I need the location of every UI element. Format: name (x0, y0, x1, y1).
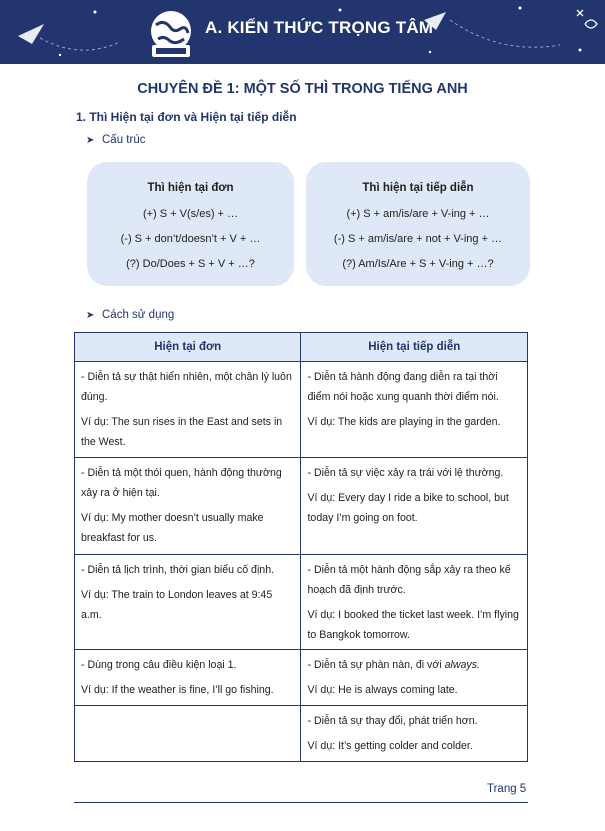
table-cell (301, 458, 528, 555)
chapter-title: CHUYÊN ĐỀ 1: MỘT SỐ THÌ TRONG TIẾNG ANH (137, 81, 468, 97)
usage-example: Ví dụ: If the weather is fine, I’ll go fishing. (81, 684, 274, 696)
structure-line-negative: (-) S + am/is/are + not + V-ing + … (333, 233, 503, 245)
structure-line-affirmative: (+) S + am/is/are + V-ing + … (346, 208, 490, 220)
table-row (75, 706, 528, 762)
structure-line-negative: (-) S + don’t/doesn’t + V + … (120, 233, 261, 245)
structure-line-question: (?) Do/Does + S + V + …? (126, 258, 255, 270)
footer-divider (74, 802, 528, 803)
usage-description: - Diễn tả sự thật hiển nhiên, một chân lý luôn đúng. (81, 371, 292, 403)
usage-description: - Diễn tả một thói quen, hành động thường xảy ra ở hiện tại. (81, 467, 282, 499)
table-cell-empty (75, 706, 301, 762)
table-cell (75, 458, 301, 555)
structure-box-present-simple (87, 162, 294, 286)
usage-description: - Diễn tả sự việc xảy ra trái với lệ thường. (307, 467, 504, 479)
usage-description: - Diễn tả hành động đang diễn ra tại thời điểm nói hoặc xung quanh thời điểm nói. (307, 371, 499, 403)
structure-box-title: Thì hiện tại tiếp diễn (362, 182, 474, 194)
column-header-present-simple: Hiện tại đơn (75, 333, 301, 362)
table-row (75, 650, 528, 706)
usage-example: Ví dụ: I booked the ticket last week. I’m flying to Bangkok tomorrow. (307, 609, 519, 641)
bullet-usage-label: Cách sử dụng (102, 309, 175, 321)
usage-example: Ví dụ: He is always coming late. (307, 684, 458, 696)
structure-box-present-continuous (306, 162, 530, 286)
table-cell (301, 362, 528, 458)
usage-example: Ví dụ: Every day I ride a bike to school, but today I’m going on foot. (307, 492, 509, 524)
table-cell (301, 706, 528, 762)
usage-example: Ví dụ: It’s getting colder and colder. (307, 740, 473, 752)
table-row (75, 458, 528, 555)
arrow-bullet-icon: ➤ (86, 135, 95, 146)
section-title: 1. Thì Hiện tại đơn và Hiện tại tiếp diễn (76, 110, 297, 124)
header-banner (0, 0, 605, 64)
usage-example: Ví dụ: The kids are playing in the garden. (307, 416, 501, 428)
usage-description (307, 655, 521, 675)
structure-line-affirmative: (+) S + V(s/es) + … (142, 208, 239, 220)
table-cell (301, 650, 528, 706)
structure-box-title: Thì hiện tại đơn (147, 182, 234, 194)
banner-title: A. KIẾN THỨC TRỌNG TÂM (205, 18, 434, 37)
bullet-usage (86, 309, 174, 321)
usage-example: Ví dụ: The sun rises in the East and sets in the West. (81, 416, 283, 448)
column-header-present-continuous: Hiện tại tiếp diễn (301, 333, 528, 362)
table-header-row (75, 333, 528, 362)
arrow-bullet-icon: ➤ (86, 310, 95, 321)
table-cell (75, 650, 301, 706)
table-row (75, 555, 528, 650)
table-cell (301, 555, 528, 650)
table-cell (75, 555, 301, 650)
table-cell (75, 362, 301, 458)
table-row (75, 362, 528, 458)
usage-keyword-always: always. (444, 659, 480, 671)
usage-description: - Diễn tả một hành động sắp xảy ra theo kế hoạch đã định trước. (307, 564, 511, 596)
bullet-structure (86, 134, 145, 146)
page-number: Trang 5 (487, 783, 527, 795)
usage-example: Ví dụ: The train to London leaves at 9:45 a.m. (81, 589, 273, 621)
globe-icon (142, 5, 200, 63)
usage-description: - Dùng trong câu điều kiện loại 1. (81, 659, 237, 671)
usage-table (74, 332, 528, 762)
structure-line-question: (?) Am/Is/Are + S + V-ing + …? (342, 258, 494, 270)
usage-example: Ví dụ: My mother doesn’t usually make breakfast for us. (81, 512, 264, 544)
usage-description: - Diễn tả lịch trình, thời gian biểu cố định. (81, 564, 275, 576)
usage-description-text: - Diễn tả sự phàn nàn, đi với (307, 659, 445, 671)
bullet-structure-label: Cấu trúc (102, 134, 146, 146)
usage-description: - Diễn tả sự thay đổi, phát triển hơn. (307, 715, 478, 727)
